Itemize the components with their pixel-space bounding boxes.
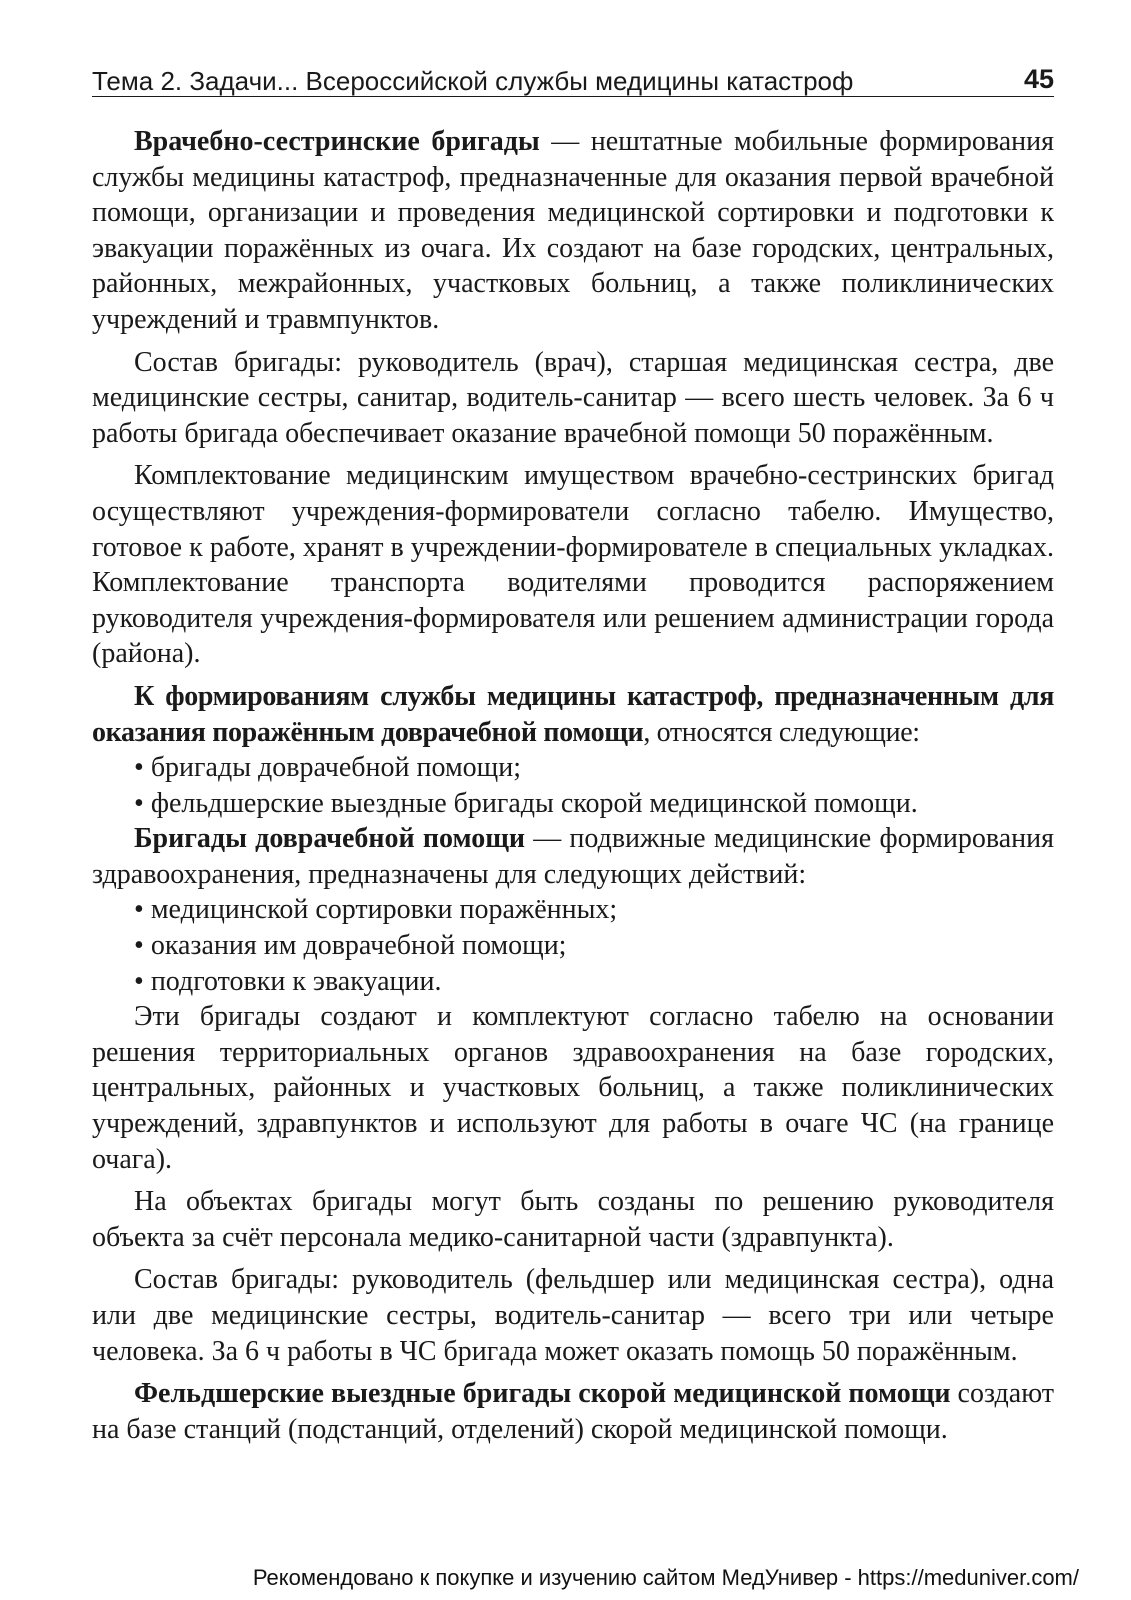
running-head — [92, 60, 1054, 97]
list-item: • медицинской сортировки поражённых; — [92, 892, 1054, 928]
list-item: • бригады доврачебной помощи; — [92, 750, 1054, 786]
page-number: 45 — [1023, 64, 1054, 94]
paragraph-text: — нештатные мобильные формирования службы медицины катастроф, предназначенные для оказания первой врачебной помощи, организации и проведения медицинской сортировки и подготовки к эвакуации поражённых из очага. Их создают на базе городских, центральных, районных, межрайонных, участковых больниц, а также поликлинических учреждений и травмпунктов. — [92, 126, 1054, 335]
list-team-actions — [92, 892, 1054, 999]
paragraph-paramedic-teams — [92, 1376, 1054, 1447]
paragraph-prehospital-teams — [92, 821, 1054, 892]
term-prehospital-teams: Бригады доврачебной помощи — [134, 823, 525, 855]
list-item: • фельдшерские выездные бригады скорой медицинской помощи. — [92, 786, 1054, 822]
list-item: • подготовки к эвакуации. — [92, 964, 1054, 1000]
paragraph-team-composition-2: Состав бригады: руководитель (фельдшер или медицинская сестра), одна или две медицинские сестры, водитель-санитар — всего три или четыре человека. За 6 ч работы в ЧС бригада может оказать помощь 50 поражённым. — [92, 1264, 1054, 1367]
term-paramedic-teams: Фельдшерские выездные бригады скорой медицинской помощи — [134, 1378, 951, 1410]
paragraph-team-composition: Состав бригады: руководитель (врач), старшая медицинская сестра, две медицинские сестры, санитар, водитель-санитар — всего шесть человек. За 6 ч работы бригада обеспечивает оказание врачебной помощи 50 поражённым. — [92, 346, 1054, 449]
list-unit-types — [92, 750, 1054, 821]
page-body — [92, 124, 1054, 1447]
paragraph-equipment: Комплектование медицинским имуществом врачебно-сестринских бригад осуществляют учреждения-формирователи согласно табелю. Имущество, готовое к работе, хранят в учреждении-формирователе в специальных укладках. Комплектование транспорта водителями проводится распоряжением руководителя учреждения-формирователя или решением администрации города (района). — [92, 460, 1054, 670]
paragraph-text: создают на базе станций (подстанций, отделений) скорой медицинской помощи. — [92, 1378, 1054, 1445]
paragraph-site-teams: На объектах бригады могут быть созданы по решению руководителя объекта за счёт персонала медико-санитарной части (здравпункта). — [92, 1186, 1054, 1253]
paragraph-prehospital-units — [92, 679, 1054, 750]
chapter-title: Тема 2. Задачи... Всероссийской службы медицины катастроф — [92, 66, 854, 96]
term-doctor-nurse-teams: Врачебно-сестринские бригады — [134, 126, 540, 157]
paragraph-text: , относятся следующие: — [643, 716, 920, 748]
term-prehospital-units: К формированиям службы медицины катастроф, предназначенным для оказания поражённым доврачебной помощи — [92, 680, 1054, 748]
footer-recommendation: Рекомендовано к покупке и изучению сайтом МедУнивер - https://meduniver.com/ — [252, 1565, 1079, 1590]
paragraph-text: — подвижные медицинские формирования здравоохранения, предназначены для следующих действий: — [92, 823, 1054, 890]
paragraph-doctor-nurse-teams — [92, 124, 1054, 338]
list-item: • оказания им доврачебной помощи; — [92, 928, 1054, 964]
paragraph-team-creation: Эти бригады создают и комплектуют согласно табелю на основании решения территориальных органов здравоохранения на базе городских, центральных, районных и участковых больниц, а также поликлинических учреждений, здравпунктов и используют для работы в очаге ЧС (на границе очага). — [92, 1001, 1054, 1175]
